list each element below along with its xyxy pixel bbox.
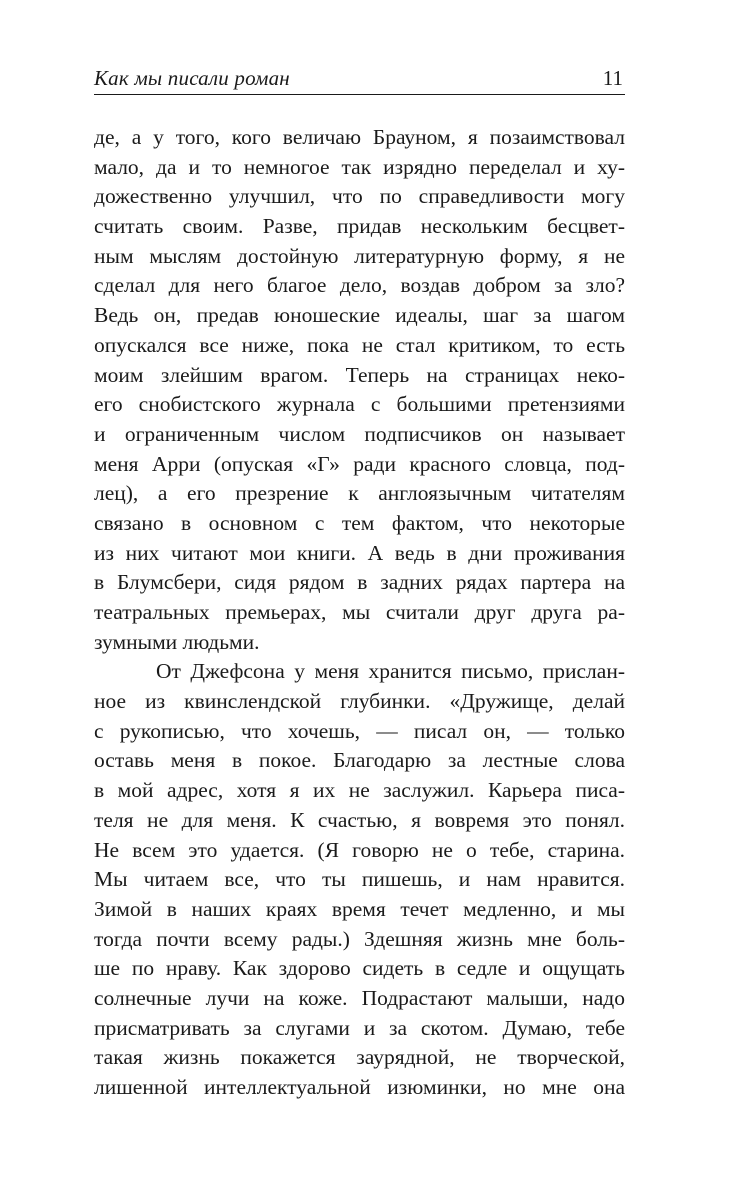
text-line: и ограниченным числом подписчиков он называет	[94, 421, 625, 446]
text-line: в Блумсбери, сидя рядом в задних рядах партера на	[94, 570, 625, 595]
text-line: ным мыслям достойную литературную форму, я не	[94, 243, 625, 268]
text-line: такая жизнь покажется заурядной, не творческой,	[94, 1045, 625, 1070]
text-line: в мой адрес, хотя я их не заслужил. Карьера писа-	[94, 778, 625, 803]
text-line: связано в основном с тем фактом, что некоторые	[94, 510, 625, 535]
paragraph	[94, 123, 625, 657]
body-text	[94, 123, 625, 1103]
text-line: солнечные лучи на коже. Подрастают малыши, надо	[94, 985, 625, 1010]
text-line: сделал для него благое дело, воздав добром за зло?	[94, 273, 625, 298]
running-title: Как мы писали роман	[94, 66, 290, 90]
page-number: 11	[602, 66, 623, 90]
text-line: зумными людьми.	[94, 629, 260, 654]
text-line: Зимой в наших краях время течет медленно, и мы	[94, 896, 625, 921]
text-line: Мы читаем все, что ты пишешь, и нам нравится.	[94, 867, 625, 892]
text-line: де, а у того, кого величаю Брауном, я позаимствовал	[94, 125, 625, 149]
text-line: дожественно улучшил, что по справедливости могу	[94, 184, 625, 209]
text-line: ше по нраву. Как здорово сидеть в седле и ощущать	[94, 956, 625, 981]
text-line: его снобистского журнала с большими претензиями	[94, 392, 625, 417]
paragraph	[94, 657, 625, 1102]
text-line: тогда почти всему рады.) Здешняя жизнь мне боль-	[94, 926, 625, 951]
text-line: опускался все ниже, пока не стал критиком, то есть	[94, 332, 625, 357]
text-line: моим злейшим врагом. Теперь на страницах неко-	[94, 362, 625, 387]
text-line: театральных премьерах, мы считали друг друга ра-	[94, 600, 625, 624]
text-line: теля не для меня. К счастью, я вовремя это понял.	[94, 807, 625, 832]
text-line: меня Арри (опуская «Г» ради красного словца, под-	[94, 451, 625, 476]
text-line: Не всем это удается. (Я говорю не о тебе, старина.	[94, 837, 625, 862]
text-line: оставь меня в покое. Благодарю за лестные слова	[94, 748, 625, 773]
running-header	[94, 64, 625, 95]
text-line: считать своим. Разве, придав нескольким бесцвет-	[94, 214, 625, 239]
text-line: Ведь он, предав юношеские идеалы, шаг за шагом	[94, 303, 625, 328]
text-line: ное из квинслендской глубинки. «Дружище, делай	[94, 689, 625, 714]
text-line: От Джефсона у меня хранится письмо, прислан-	[156, 659, 625, 684]
text-line: лец), а его презрение к англоязычным читателям	[94, 481, 625, 506]
text-line: лишенной интеллектуальной изюминки, но мне она	[94, 1075, 625, 1099]
book-page	[94, 0, 625, 1181]
text-line: с рукописью, что хочешь, — писал он, — только	[94, 718, 625, 743]
text-line: присматривать за слугами и за скотом. Думаю, тебе	[94, 1015, 625, 1040]
text-line: из них читают мои книги. А ведь в дни проживания	[94, 540, 625, 565]
text-line: мало, да и то немногое так изрядно переделал и ху-	[94, 154, 625, 179]
